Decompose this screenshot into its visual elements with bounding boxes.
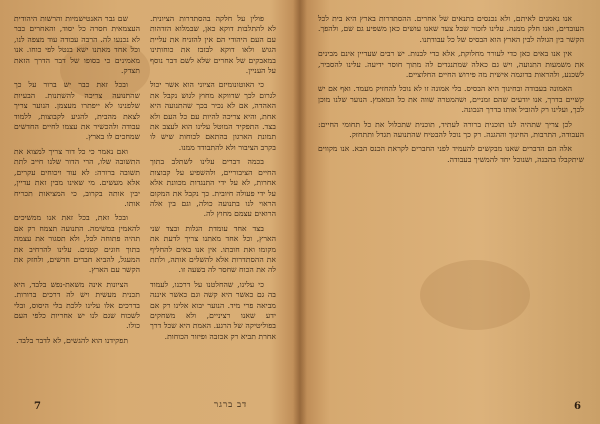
right-page [318,14,584,396]
left-page-paragraph: כי האוטונומיזם הציוני הוא אשר יכול לגרום לכך שדווקא מחוץ לגוש נקבל את האהדה, אם לא נכיר בכך שהתנועה היא אחת, והיא צריכה להיות עם כל העם ולא בצד. התפקיד המוטל עלינו הוא לעצב את תמונת הארגון בהתאם לכוחות שיש לו בקרב הציבור ולא להתבודד ממנו. [150,80,276,152]
right-page-paragraph: לכן צריך שתהיה לנו תוכנית ברורה לעתיד, תוכנית שתכלול את כל תחומי החיים: העבודה, התרבות, החינוך וההגנה. רק כך נוכל להבטיח שהתנועה תגדל ותתחזק. [318,119,584,140]
left-page-column-outer [150,14,276,396]
left-page [14,14,276,396]
right-page-paragraph: אנו נאמנים לאיתם, ולא נכנסים בתנאים של אחרים. ההסתדרות בארץ היא בית לכל העובדים, ואנו חלק ממנה. עלינו לזכור שכל צעד שאנו עושים כאן משפיע גם שם, ולהפך. הקשר בין הגולה לבין הארץ הוא הבסיס של כל עבודתנו. [318,14,584,44]
left-page-paragraph: פולין על חלקה בהסתדרות הציונית. לא להתלבות דוקא כאן, שבמלוא הזדהות עם העם היהודי הם אין להזניח את עליית הגוש ולאו דוקא לבזבז את כוחותינו במאבקים של אחרים שלא לשם דבר נוסף על העניין. [150,14,276,76]
middle-page-paragraph: ואם נאמר כי כל דור צריך למצוא את התשובה שלו, הרי הדור שלנו חייב לתת תשובה ברורה: לא עוד ויכוחים עקרים, אלא מעשים. מי שאינו מבין זאת עדיין, יבין אותה בקרוב, כי המציאות תכריח אותו. [14,146,140,208]
right-page-paragraph: אין אנו באים כאן כדי לעורר מחלוקת, אלא כדי לבנות. יש רבים שעדיין אינם מבינים את משמעות התנועה, ויש גם כאלה שמתנגדים לה מתוך חוסר ידיעה. עלינו להסביר, לשכנע, ולהראות בדוגמה אישית מה פירוש החיים החלוציים. [318,49,584,80]
right-page-paragraph: האמונה בעבודה ובחינוך היא הבסיס. בלי אמונה זו לא נוכל להחזיק מעמד. ואף אם יש קשיים בדרך, אנו יודעים שהם זמניים, ושהמטרה שווה את כל המאמץ. הנוער שלנו מוכן לכך, ועלינו רק להוביל אותו בדרך הנכונה. [318,84,584,115]
left-page-number: 7 [34,401,41,412]
left-page-paragraph: בצד אחד עומדת הגלות ובצד שני הארץ, וכל אחד מאתנו צריך לדעת את מקומו ואת חובתו. אין אנו באים להחליף את ההסתדרות אלא להשלים אותה, ולתת לה את הכוח שחסר לה בשעה זו. [150,223,276,275]
left-page-paragraph: בכמה דברים עלינו לשתלב בתוך החיים הציבוריים, ולהשפיע על קבוצות אחרות, לא על ידי התנגדות מכוונת אלא על ידי פעולה חיובית. כך נקבל את המקום הראוי לנו בתנועה כולה, וגם בין אלה הרואים עצמם מחוץ לה. [150,157,276,219]
middle-page-paragraph: הציונות אינה משאת-נפש בלבד, היא תכנית מעשית ויש לה דרכים ברורות. בדרכים אלו עלינו ללכת בלי היסוס, ובלי לשכוח שגם לנו יש אחריות כלפי העם כולו. [14,279,140,331]
author-signature: דב ברגר [214,400,248,410]
middle-page-paragraph: שם גבר האנטישמיות והרשות היהודית העצמאית חסרה כל יסוד, והאחרים כבר לא נכנעו לה. הרבה עבודה עוד מצפה לנו, וכל אחד מאתנו ישא בנטל לפי כוחו. אנו מאמינים כי בסופו של דבר הדרך הזאת תצדק. [14,14,140,76]
left-page-column-inner [14,14,140,396]
right-page-number: 6 [574,401,581,412]
left-page-paragraph: כי עלינו, שהחלטנו על דרכנו, לעמוד בה גם כאשר היא קשה וגם כאשר איננה מביאה פרי מיד. הנוער יבוא אלינו רק אם ידע שאנו רציניים, ולא משחקים בפוליטיקה של הרגע. האמת היא שכל דרך אחרת תביא רק אכזבה ופיזור הכוחות. [150,279,276,341]
right-page-paragraph: אלה הם הדברים שאנו מבקשים להעמיד לפני החברים לקראת הכנס הבא. אנו מקווים שיתקבלו בהבנה, ושנוכל יחד להמשיך בעבודה. [318,144,584,164]
middle-page-paragraph: תפקידנו הוא להגשים, לא לדבר בלבד. [16,335,128,345]
left-page-columns [14,14,276,396]
book-gutter [293,0,307,424]
middle-page-paragraph: ובכל זאת כבר יש ברור על כך שהתנועה צריכה להשתנות. הבעיות שלפנינו לא ייפתרו מעצמן. הנוער צריך לצאת מהבית, להגיע לקבוצות, ללמוד עבודה ולהכשיר את עצמו לחיים החדשים שמחכים לו בארץ. [14,80,140,142]
middle-page-paragraph: ובכל זאת, בכל זאת אנו ממשיכים להאמין במשימה. התנועה תצמח רק אם תהיה פתוחה לכל, ולא תסגור את עצמה בתוך חוגים קטנים. עלינו להרחיב את המעגל, להביא חברים חדשים, ולחזק את הקשר עם הארץ. [14,213,140,275]
